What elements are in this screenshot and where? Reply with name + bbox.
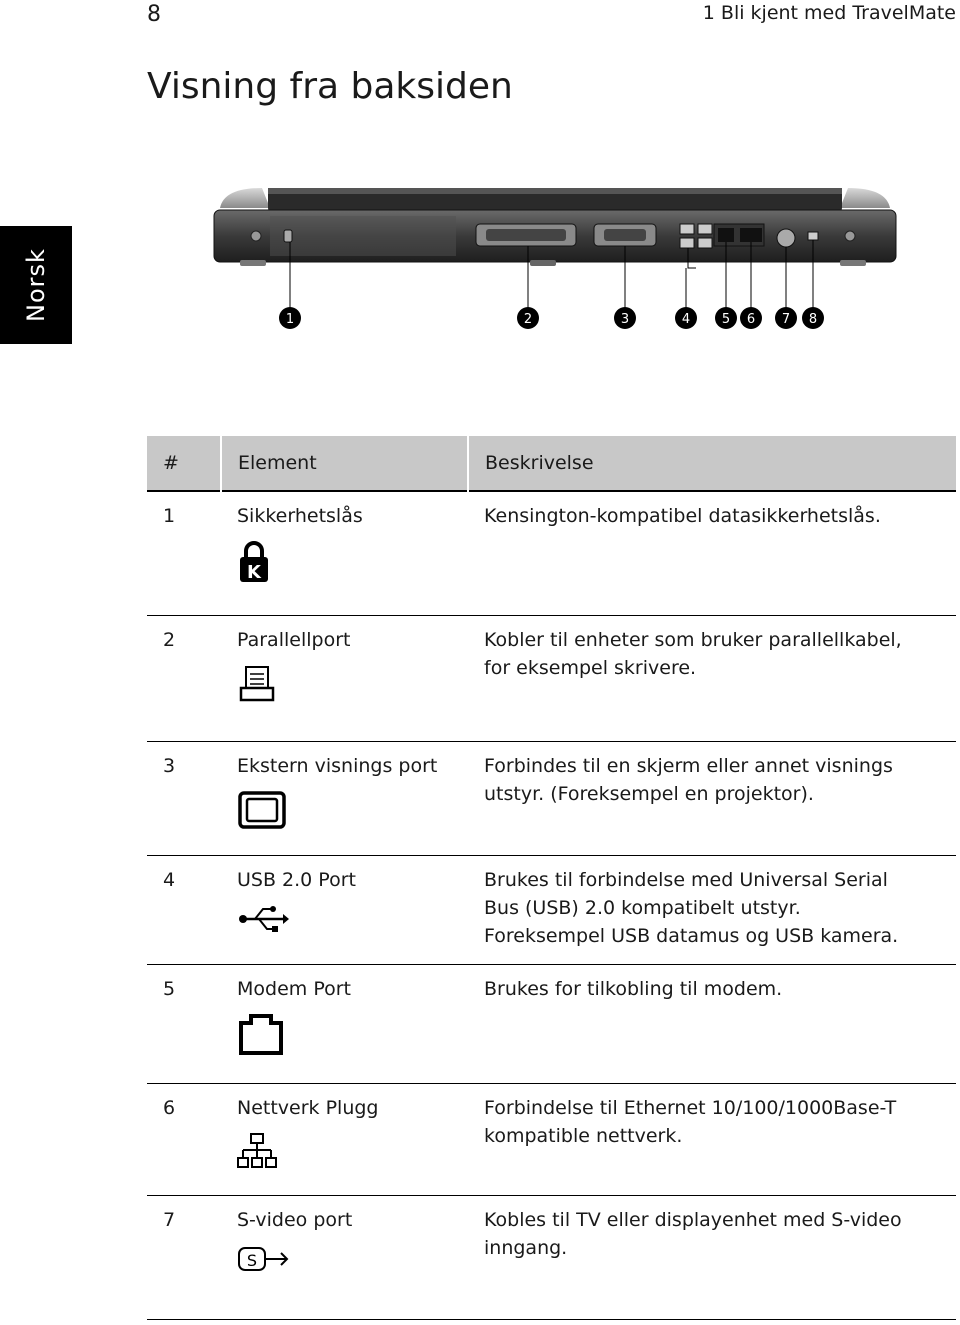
page-title: Visning fra baksiden <box>147 66 513 107</box>
row-element-label: Modem Port <box>237 977 351 1000</box>
row-element-label: Nettverk Plugg <box>237 1096 379 1119</box>
monitor-icon <box>237 790 287 830</box>
row-element <box>221 1083 468 1195</box>
language-tab <box>0 226 72 344</box>
desc-line: Brukes for tilkobling til modem. <box>484 977 783 1000</box>
table-row <box>147 741 956 855</box>
desc-line: Brukes til forbindelse med Universal Serial <box>484 868 888 891</box>
callout-5: 5 <box>721 312 731 327</box>
callout-6: 6 <box>746 312 756 327</box>
desc-line: for eksempel skrivere. <box>484 656 697 679</box>
desc-line: Kensington-kompatibel datasikkerhetslås. <box>484 505 881 527</box>
row-description <box>468 855 956 964</box>
row-description <box>468 1195 956 1319</box>
row-num: 2 <box>147 615 221 741</box>
desc-line: inngang. <box>484 1236 568 1259</box>
row-num: 6 <box>147 1083 221 1195</box>
laptop-rear-illustration <box>210 180 900 340</box>
row-element-label: Sikkerhetslås <box>237 505 363 527</box>
header-element: Element <box>221 436 468 491</box>
row-num: 5 <box>147 964 221 1083</box>
callout-7: 7 <box>781 312 791 327</box>
row-num: 7 <box>147 1195 221 1319</box>
running-header: 1 Bli kjent med TravelMate <box>702 2 956 24</box>
desc-line: Forbindelse til Ethernet 10/100/1000Base-T <box>484 1096 897 1119</box>
row-description <box>468 1083 956 1195</box>
table-header-row <box>147 436 956 491</box>
row-element <box>221 964 468 1083</box>
table-row <box>147 615 956 741</box>
svg-text:S: S <box>246 1250 258 1270</box>
s-video-icon <box>237 1244 291 1274</box>
header-description: Beskrivelse <box>468 436 956 491</box>
row-num: 4 <box>147 855 221 964</box>
callout-3: 3 <box>620 312 630 327</box>
desc-line: Kobler til enheter som bruker parallellkabel, <box>484 628 902 651</box>
callout-8: 8 <box>808 312 818 327</box>
row-element-label: Parallellport <box>237 628 351 651</box>
desc-line: Foreksempel USB datamus og USB kamera. <box>484 924 899 947</box>
table-row <box>147 855 956 964</box>
row-element-label: Ekstern visnings port <box>237 754 438 777</box>
desc-line: Forbindes til en skjerm eller annet visnings <box>484 754 893 777</box>
row-description <box>468 741 956 855</box>
desc-line: kompatible nettverk. <box>484 1124 683 1147</box>
printer-icon <box>237 664 277 704</box>
page-number: 8 <box>147 2 161 27</box>
row-element-label: S-video port <box>237 1208 353 1231</box>
row-element <box>221 741 468 855</box>
row-element-label: USB 2.0 Port <box>237 868 356 891</box>
table-row <box>147 491 956 615</box>
svg-text:K: K <box>247 562 261 583</box>
row-description <box>468 964 956 1083</box>
row-num: 3 <box>147 741 221 855</box>
usb-icon <box>237 904 289 934</box>
row-element <box>221 1195 468 1319</box>
desc-line: Kobles til TV eller displayenhet med S-video <box>484 1208 902 1231</box>
ports-table <box>147 436 956 1320</box>
kensington-lock-icon <box>237 540 271 584</box>
row-element <box>221 615 468 741</box>
row-num: 1 <box>147 491 221 615</box>
modem-icon <box>237 1013 285 1057</box>
table-row <box>147 1195 956 1319</box>
row-element <box>221 855 468 964</box>
header-num: # <box>147 436 221 491</box>
desc-line: utstyr. (Foreksempel en projektor). <box>484 782 814 805</box>
callout-2: 2 <box>523 312 533 327</box>
language-tab-label: Norsk <box>22 248 50 322</box>
table-row <box>147 964 956 1083</box>
network-icon <box>237 1132 277 1170</box>
callout-4: 4 <box>681 312 691 327</box>
desc-line: Bus (USB) 2.0 kompatibelt utstyr. <box>484 896 801 919</box>
callout-1: 1 <box>285 312 295 327</box>
row-element <box>221 491 468 615</box>
table-row <box>147 1083 956 1195</box>
row-description <box>468 491 956 615</box>
row-description <box>468 615 956 741</box>
